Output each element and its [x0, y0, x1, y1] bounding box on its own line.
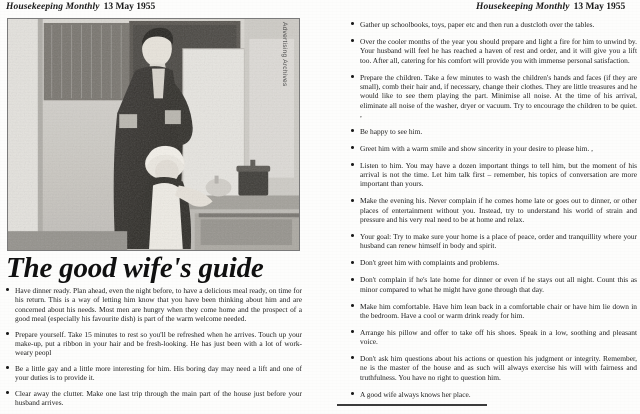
- list-item: [351, 302, 637, 321]
- bullet-text: Prepare the children. Take a few minutes to wash the children's hands and faces (if they are small), comb their hair and, if necessary, change their clothes. They are little treasures and he would like to see them playing the part. Minimise all noise. At the time of his arrival, eliminate all noise of the washer, dryer or vacuum. Try to encourage the children to be quiet. ,: [360, 72, 637, 119]
- bullet-icon: [351, 75, 354, 78]
- article-photograph: [7, 18, 300, 251]
- bullet-text: A good wife always knows her place.: [360, 389, 471, 399]
- photo-credit: Advertising Archives: [281, 22, 288, 87]
- masthead-left: [6, 2, 155, 13]
- bullet-icon: [351, 199, 354, 202]
- list-item: [351, 37, 637, 65]
- bullet-icon: [351, 304, 354, 307]
- bullet-text: Gather up schoolbooks, toys, paper etc and then run a dustcloth over the tables.: [360, 20, 595, 29]
- list-item: [6, 389, 302, 408]
- left-column: [6, 286, 302, 407]
- bullet-text: Prepare yourself. Take 15 minutes to rest so you'll be refreshed when he arrives. Touch up your make-up, put a ribbon in your hair and be fresh-looking. He has just been with a lot of work-weary peopl: [15, 329, 302, 358]
- publication-date: 13 May 1955: [103, 2, 156, 12]
- bullet-icon: [351, 261, 354, 264]
- bullet-icon: [351, 234, 354, 237]
- bullet-icon: [351, 356, 354, 359]
- list-item: [6, 364, 302, 383]
- list-item: [351, 258, 637, 267]
- list-item: [351, 196, 637, 224]
- bullet-text: Be a little gay and a little more interesting for him. His boring day may need a lift and one of your duties is to provide it.: [15, 363, 302, 383]
- bullet-icon: [351, 129, 354, 132]
- list-item: [351, 354, 637, 382]
- bullet-icon: [351, 39, 354, 42]
- bullet-text: Make him comfortable. Have him lean back in a comfortable chair or have him lie down in the bedroom. Have a cool or warm drink ready for him.: [360, 301, 637, 320]
- list-item: [351, 390, 637, 399]
- bullet-text: Don't complain if he's late home for dinner or even if he stays out all night. Count this as minor compared to what he might have gone through that day.: [360, 275, 637, 294]
- bullet-icon: [351, 278, 354, 281]
- bullet-icon: [351, 22, 354, 25]
- bullet-icon: [351, 392, 354, 395]
- bullet-text: Your goal: Try to make sure your home is a place of peace, order and tranquillity where your husband can renew himself in body and spirit.: [360, 232, 637, 251]
- list-item: [6, 286, 302, 323]
- publication-title: Housekeeping Monthly: [6, 2, 100, 12]
- list-item: [351, 328, 637, 347]
- bullet-text: Clear away the clutter. Make one last trip through the main part of the house just before your husband arrives.: [15, 388, 302, 407]
- bullet-text: Have dinner ready. Plan ahead, even the night before, to have a delicious meal ready, on time for his return. This is a way of letting him know that you have been thinking about him and are concerned about his needs. Most men are hungry when they come home and the prospect of a good meal (especially his favourite dish) is part of the warm welcome needed.: [15, 286, 302, 324]
- bullet-icon: [351, 163, 354, 166]
- list-item: [351, 144, 637, 153]
- bullet-text: Arrange his pillow and offer to take off his shoes. Speak in a low, soothing and pleasant voice.: [360, 327, 637, 347]
- page-title: The good wife's guide: [6, 252, 264, 284]
- masthead-right: [476, 2, 625, 13]
- list-item: [351, 275, 637, 294]
- bullet-text: Listen to him. You may have a dozen important things to tell him, but the moment of his arrival is not the time. Let him talk first – remember, his topics of conversation are more important than yours.: [360, 160, 637, 189]
- bullet-icon: [6, 391, 9, 394]
- bottom-divider: [337, 404, 487, 406]
- publication-date-secondary: 13 May 1955: [573, 2, 626, 12]
- list-item: [351, 73, 637, 120]
- bullet-text: Over the cooler months of the year you should prepare and light a fire for him to unwind by. Your husband will feel he has reached a haven of rest and order, and it will give you a lift too. After all, catering for his comfort will provide you with immense personal satisfaction.: [360, 36, 637, 65]
- bullet-text: Greet him with a warm smile and show sincerity in your desire to please him. ,: [360, 143, 593, 153]
- list-item: [351, 232, 637, 251]
- bullet-text: Be happy to see him.: [360, 126, 423, 136]
- bullet-text: Make the evening his. Never complain if he comes home late or goes out to dinner, or other places of entertainment without you. Instead, try to understand his world of strain and pressure and his very real need to be at home and relax.: [360, 196, 637, 225]
- bullet-icon: [351, 146, 354, 149]
- right-column: [351, 20, 637, 407]
- list-item: [6, 330, 302, 358]
- bullet-icon: [6, 332, 9, 335]
- list-item: [351, 127, 637, 136]
- publication-title-secondary: Housekeeping Monthly: [476, 2, 570, 12]
- bullet-icon: [6, 366, 9, 369]
- list-item: [351, 20, 637, 29]
- bullet-text: Don't greet him with complaints and problems.: [360, 258, 500, 268]
- list-item: [351, 161, 637, 189]
- bullet-icon: [351, 330, 354, 333]
- photo-illustration: [8, 19, 299, 250]
- bullet-icon: [6, 288, 9, 291]
- bullet-text: Don't ask him questions about his actions or question his judgment or integrity. Remember, ne is the master of the house and as such will always exercise his will with fairness and truthfulness. You have no right to question him.: [360, 354, 637, 382]
